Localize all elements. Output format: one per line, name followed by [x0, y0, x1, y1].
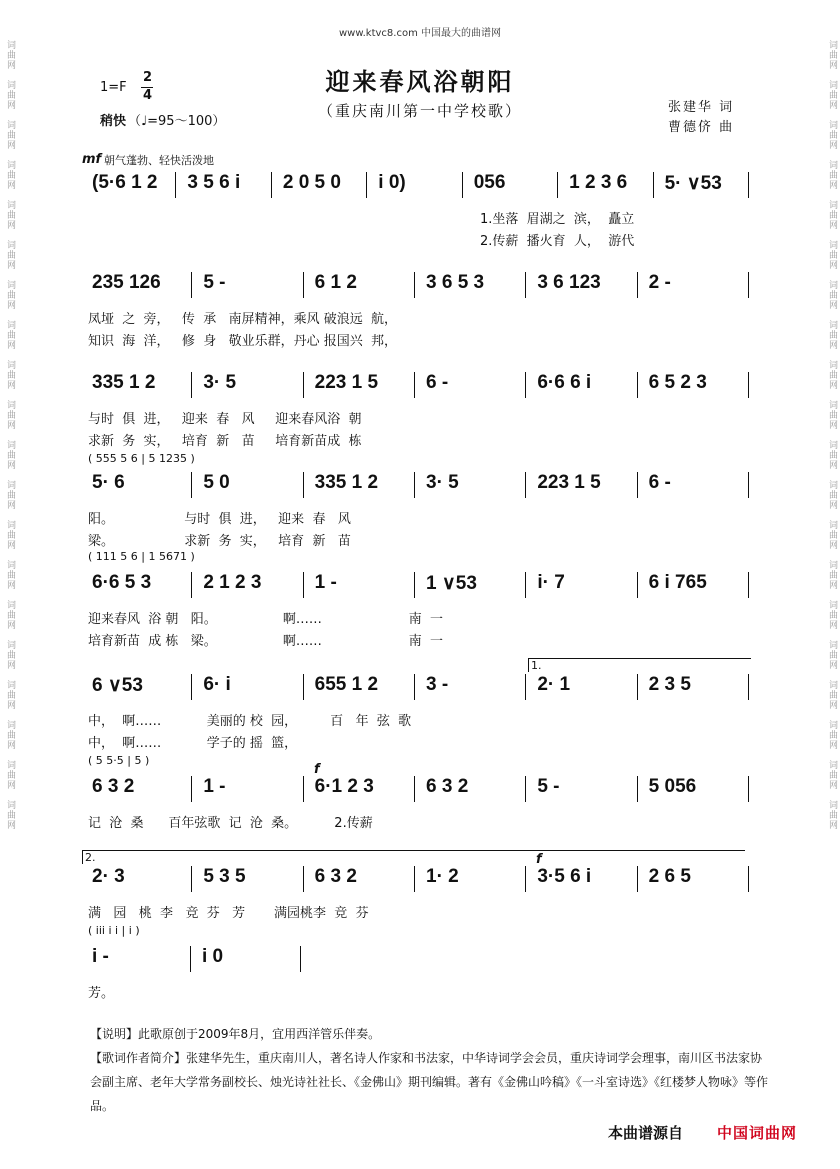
bar-line	[637, 776, 638, 802]
measure-notes: 056	[473, 172, 506, 193]
bar-line	[414, 372, 415, 398]
bar-line	[637, 572, 638, 598]
measure-notes: 6 3 2	[92, 776, 135, 797]
measure-notes: 6 5 2 3	[648, 372, 707, 393]
measure-notes: 3 5 6 i	[187, 172, 241, 193]
lyrics-verse-1: 记 沧 桑 百年弦歌 记 沧 桑。 2.传薪	[88, 816, 373, 831]
measure-notes: 5 3 5	[203, 866, 246, 887]
measure-notes: 1· 2	[426, 866, 459, 887]
lyrics-verse-1: 迎来春风 浴 朝 阳。 啊…… 南 一	[88, 612, 443, 627]
measure-notes: 6 i 765	[648, 572, 707, 593]
source-brand: 中国词曲网	[717, 1124, 798, 1142]
measure-notes: (5·6 1 2	[92, 172, 158, 193]
meter-bottom: 4	[143, 88, 153, 103]
tempo-mark: （♩=95～100）	[128, 114, 226, 129]
measure-notes: 1 ∨53	[426, 573, 477, 594]
bar-line	[303, 866, 304, 892]
bar-line	[303, 674, 304, 700]
measure-notes: 223 1 5	[314, 372, 379, 393]
bar-line	[414, 866, 415, 892]
measure-notes: 235 126	[92, 272, 161, 293]
measure-notes: 1 -	[314, 572, 337, 593]
lyrics-verse-1: 满 园 桃 李 竞 芬 芳 满园桃李 竞 芬	[88, 906, 369, 921]
bar-line	[414, 674, 415, 700]
note-text: 【说明】此歌原创于2009年8月，宜用西洋管乐伴奏。	[90, 1027, 381, 1041]
bar-line	[637, 866, 638, 892]
measure-notes: i 0)	[378, 172, 406, 193]
measure-notes: 6·1 2 3	[314, 776, 374, 797]
bar-line	[637, 372, 638, 398]
measure-notes: 5 0	[203, 472, 230, 493]
measure-notes: i -	[92, 946, 109, 967]
dynamic-f: f	[314, 762, 320, 777]
measure-notes: 3·5 6 i	[537, 866, 592, 887]
bar-line	[303, 472, 304, 498]
measure-notes: 6 -	[426, 372, 449, 393]
bar-line	[366, 172, 367, 198]
measure-notes: 6· i	[203, 674, 231, 695]
bar-line	[525, 866, 526, 892]
bar-line	[748, 272, 749, 298]
measure-notes: 6·6 6 i	[537, 372, 592, 393]
measure-notes: 2 1 2 3	[203, 572, 262, 593]
measure-notes: 2 6 5	[648, 866, 691, 887]
bar-line	[191, 776, 192, 802]
bar-line	[414, 776, 415, 802]
lyrics-verse-1: 与时 俱 进， 迎来 春 风 迎来春风浴 朝	[88, 412, 362, 427]
subtitle: （重庆南川第一中学校歌）	[317, 102, 522, 120]
tempo-word: 稍快	[100, 114, 127, 129]
composer: 曹德侪 曲	[668, 120, 735, 135]
measure-notes: 5· ∨53	[664, 173, 722, 194]
measure-notes: 3 6 123	[537, 272, 601, 293]
measure-notes: i 0	[202, 946, 224, 967]
bar-line	[190, 946, 191, 972]
bar-line	[191, 866, 192, 892]
measure-notes: 2 3 5	[648, 674, 691, 695]
bar-line	[748, 674, 749, 700]
bar-line	[748, 776, 749, 802]
accompaniment-cue: ( 111 5 6 | 1 5671 )	[88, 550, 195, 563]
bar-line	[525, 272, 526, 298]
lyrics-verse-2: 2.传薪 播火育 人， 游代	[480, 234, 635, 249]
measure-notes: 6·6 5 3	[92, 572, 152, 593]
bar-line	[191, 472, 192, 498]
lyrics-verse-1: 阳。 与时 俱 进， 迎来 春 风	[88, 512, 351, 527]
bar-line	[303, 776, 304, 802]
measure-notes: 5 -	[203, 272, 226, 293]
measure-notes: 6 1 2	[314, 272, 357, 293]
lyrics-verse-2: 培育新苗 成 栋 梁。 啊…… 南 一	[88, 634, 443, 649]
bar-line	[525, 472, 526, 498]
bar-line	[414, 472, 415, 498]
accompaniment-cue: ( 555 5 6 | 5 1235 )	[88, 452, 195, 465]
bar-line	[748, 172, 749, 198]
measure-notes: 2 0 5 0	[282, 172, 341, 193]
measure-notes: 335 1 2	[314, 472, 379, 493]
measure-notes: 2· 3	[92, 866, 125, 887]
bar-line	[748, 372, 749, 398]
measure-notes: 1 2 3 6	[569, 172, 628, 193]
measure-notes: 6 3 2	[314, 866, 357, 887]
bar-line	[303, 572, 304, 598]
measure-notes: 3 -	[426, 674, 449, 695]
measure-notes: 1 -	[203, 776, 226, 797]
bar-line	[191, 372, 192, 398]
lyricist-bio: 【歌词作者简介】张建华先生，重庆南川人，著名诗人作家和书法家，中华诗词学会会员，重庆诗词学会理事，南川区书法家协会副主席、老年大学常务副校长、烛光诗社社长、《金佛山》期刊编辑。著有《金佛山吟稿》《一斗室诗选》《红楼梦人物咏》等作品。	[90, 1051, 769, 1113]
right-watermark: 词曲网 词曲网 词曲网 词曲网 词曲网 词曲网 词曲网 词曲网 词曲网 词曲网 词曲网 词曲网 词曲网 词曲网 词曲网 词曲网 词曲网 词曲网 词曲网 词曲网	[827, 40, 837, 830]
measure-notes: 2 -	[648, 272, 671, 293]
measure-notes: 3· 5	[426, 472, 459, 493]
accompaniment-cue: ( 5 5·5 | 5 )	[88, 754, 150, 767]
measure-notes: 5 056	[648, 776, 697, 797]
bar-line	[300, 946, 301, 972]
lyrics-verse-1: 1.坐落 眉湖之 滨， 矗立	[480, 212, 635, 227]
bar-line	[414, 572, 415, 598]
lyrics-verse-2: 梁。 求新 务 实， 培育 新 苗	[88, 534, 351, 549]
key-signature: 1=F	[100, 80, 127, 95]
lyricist: 张建华 词	[668, 100, 735, 115]
measure-notes: 223 1 5	[537, 472, 601, 493]
measure-notes: 3 6 5 3	[426, 272, 485, 293]
bar-line	[175, 172, 176, 198]
bar-line	[191, 572, 192, 598]
bar-line	[303, 272, 304, 298]
lyrics-verse-2: 中， 啊…… 学子的 摇 篮，	[88, 736, 298, 751]
measure-notes: 5 -	[537, 776, 560, 797]
lyrics-verse-2: 求新 务 实， 培育 新 苗 培育新苗成 栋	[88, 434, 362, 449]
bar-line	[637, 472, 638, 498]
dynamic-mf: mf	[82, 152, 102, 167]
site-line: www.ktvc8.com 中国最大的曲谱网	[338, 28, 501, 39]
lyrics-verse-1: 中， 啊…… 美丽的 校 园， 百 年 弦 歌	[88, 714, 412, 729]
bar-line	[557, 172, 558, 198]
volta-bracket: 1.	[528, 658, 751, 672]
bar-line	[271, 172, 272, 198]
measure-notes: 2· 1	[537, 674, 571, 695]
measure-notes: 5· 6	[92, 472, 125, 493]
bar-line	[525, 372, 526, 398]
measure-notes: 6 3 2	[426, 776, 469, 797]
bar-line	[653, 172, 654, 198]
bar-line	[414, 272, 415, 298]
bar-line	[191, 674, 192, 700]
bar-line	[525, 674, 526, 700]
left-watermark: 词曲网 词曲网 词曲网 词曲网 词曲网 词曲网 词曲网 词曲网 词曲网 词曲网 词曲网 词曲网 词曲网 词曲网 词曲网 词曲网 词曲网 词曲网 词曲网 词曲网	[5, 40, 15, 830]
lyrics-verse-1: 凤垭 之 旁， 传 承 南屏精神，乘风 破浪远 航，	[88, 312, 397, 327]
page-title: 迎来春风浴朝阳	[325, 68, 515, 96]
measure-notes: 6 -	[648, 472, 671, 493]
meter-top: 2	[143, 70, 153, 85]
measure-notes: i· 7	[537, 572, 565, 593]
accompaniment-cue: ( iii i i | i )	[88, 924, 140, 937]
lyrics-verse-2: 知识 海 洋， 修 身 敬业乐群，丹心 报国兴 邦，	[88, 334, 397, 349]
bar-line	[748, 866, 749, 892]
volta-bracket: 2.	[82, 850, 745, 864]
lyrics-verse-1: 芳。	[88, 986, 115, 1001]
bar-line	[191, 272, 192, 298]
bar-line	[637, 674, 638, 700]
measure-notes: 3· 5	[203, 372, 237, 393]
measure-notes: 335 1 2	[92, 372, 156, 393]
bar-line	[748, 572, 749, 598]
bar-line	[525, 776, 526, 802]
bar-line	[525, 572, 526, 598]
measure-notes: 6 ∨53	[92, 675, 143, 696]
source-label: 本曲谱源自	[608, 1124, 684, 1142]
bar-line	[748, 472, 749, 498]
expression-mark: 朝气蓬勃、轻快活泼地	[104, 154, 214, 167]
dynamic-f: f	[536, 852, 542, 867]
bar-line	[637, 272, 638, 298]
measure-notes: 655 1 2	[314, 674, 379, 695]
bar-line	[303, 372, 304, 398]
bar-line	[462, 172, 463, 198]
